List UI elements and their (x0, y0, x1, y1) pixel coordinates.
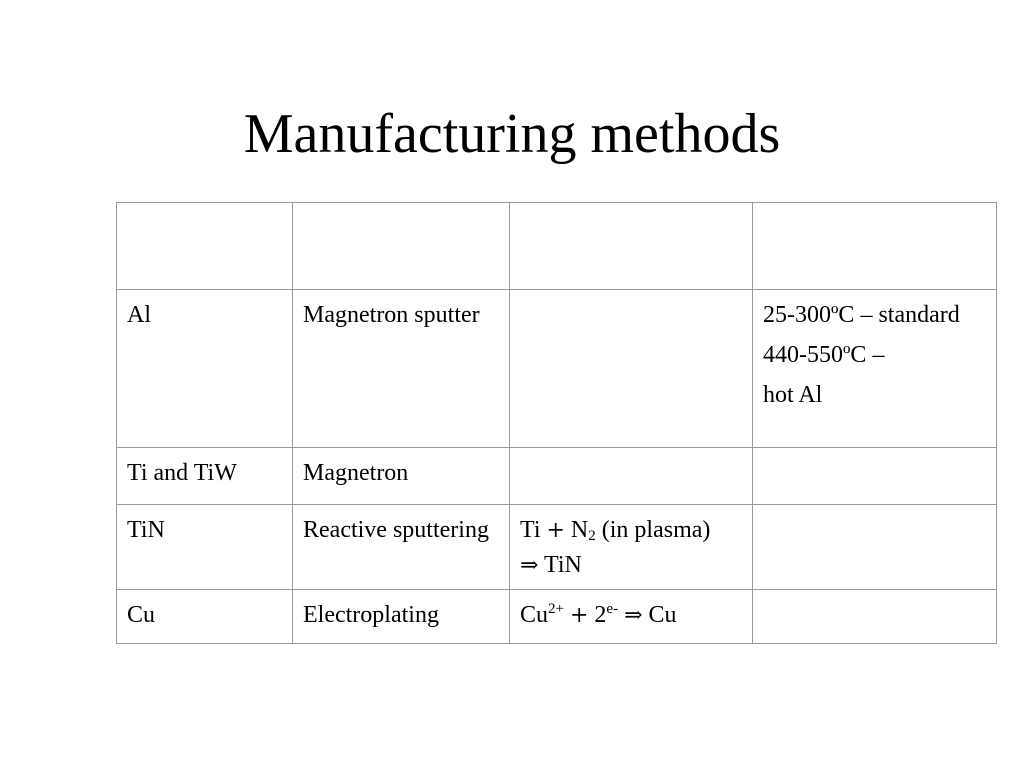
header-cell (753, 203, 997, 290)
material-cell: TiN (117, 505, 293, 590)
table-row (117, 505, 997, 590)
table-row (117, 590, 997, 644)
electron-coefficient: 2 (588, 602, 607, 628)
reaction-cell (510, 505, 753, 590)
reaction-condition: (in plasma) (595, 517, 711, 543)
temperature-cell (753, 505, 997, 590)
reaction-product: TiN (538, 552, 582, 578)
temperature-cell (753, 290, 997, 448)
implies-arrow-icon: ⇒ (624, 603, 643, 628)
reaction-ion: Cu (520, 602, 549, 628)
table-row (117, 448, 997, 505)
temperature-standard: 25-300ºC – standard (763, 302, 960, 328)
header-cell (117, 203, 293, 290)
table-row (117, 290, 997, 448)
method-cell: Electroplating (293, 590, 510, 644)
material-cell: Cu (117, 590, 293, 644)
reaction-reactant: Ti (520, 517, 547, 543)
reaction-cell (510, 590, 753, 644)
table-header-row (117, 203, 997, 290)
method-cell: Magnetron sputter (293, 290, 510, 448)
manufacturing-methods-table (116, 202, 997, 644)
temperature-hot-range: 440-550ºC – (763, 342, 885, 368)
electron-symbol: e- (606, 601, 619, 617)
temperature-hot-label: hot Al (763, 382, 823, 408)
material-cell: Ti and TiW (117, 448, 293, 505)
plus-symbol: + (569, 603, 589, 628)
reaction-element: N (564, 517, 589, 543)
reaction-product: Cu (642, 602, 677, 628)
method-cell: Magnetron (293, 448, 510, 505)
implies-arrow-icon: ⇒ (520, 553, 539, 578)
header-cell (510, 203, 753, 290)
slide-title: Manufacturing methods (243, 103, 781, 165)
material-cell: Al (117, 290, 293, 448)
reaction-cell (510, 290, 753, 448)
temperature-cell (753, 448, 997, 505)
plus-symbol: + (546, 518, 565, 543)
reaction-cell (510, 448, 753, 505)
ion-charge: 2+ (548, 601, 564, 617)
temperature-cell (753, 590, 997, 644)
header-cell (293, 203, 510, 290)
subscript: 2 (588, 528, 596, 544)
method-cell: Reactive sputtering (293, 505, 510, 590)
